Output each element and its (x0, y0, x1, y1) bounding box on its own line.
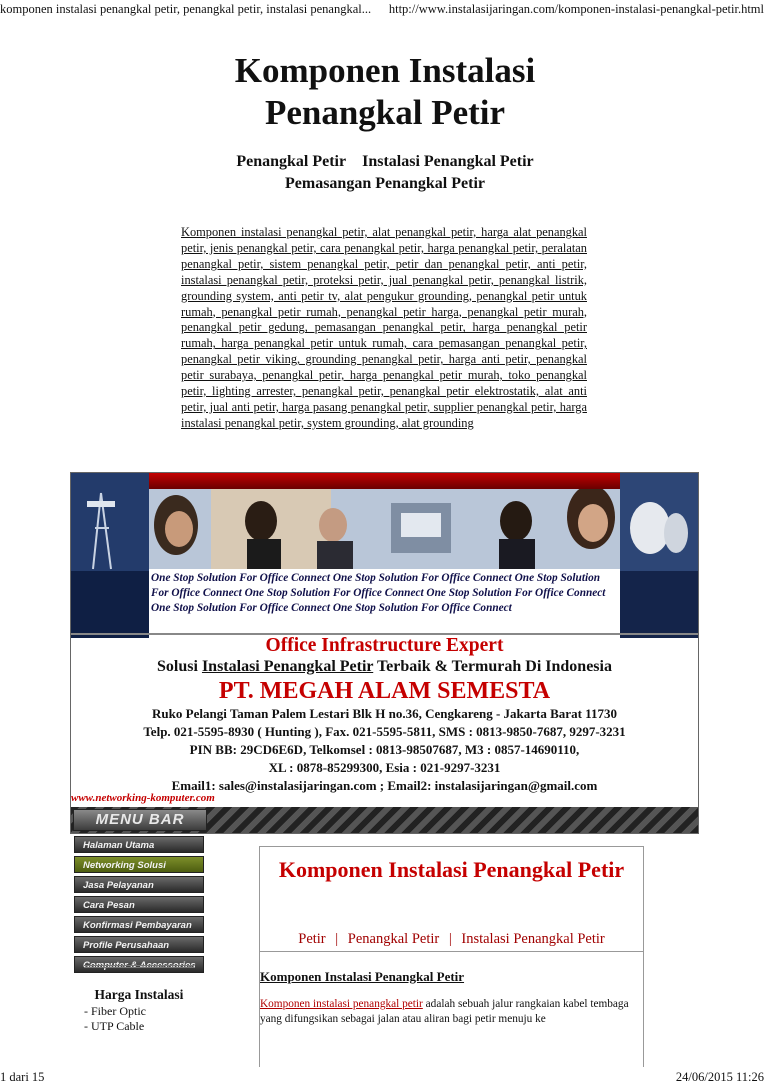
price-item-fiber-optic[interactable]: - Fiber Optic (84, 1004, 146, 1018)
satellite-dish-icon (620, 473, 698, 638)
company-tagline: Office Infrastructure Expert (265, 635, 504, 656)
menu-item-networking-solusi[interactable]: Networking Solusi (74, 856, 204, 873)
menu-item-cara-pesan[interactable]: Cara Pesan (74, 896, 204, 913)
article-body (260, 997, 643, 1027)
side-menu (74, 836, 204, 976)
article (259, 846, 644, 1067)
article-nav (260, 931, 643, 948)
print-header-title: komponen instalasi penangkal petir, penangkal petir, instalasi penangkal... (0, 2, 372, 16)
website-link[interactable]: www.networking-komputer.com (71, 792, 215, 804)
menu-item-computer-accessories[interactable]: Computer & Accessories (74, 956, 204, 973)
menu-item-jasa-pelayanan[interactable]: Jasa Pelayanan (74, 876, 204, 893)
slogan-band (149, 569, 620, 631)
page-title-line-1: Komponen Instalasi (234, 51, 536, 90)
price-list (84, 1004, 146, 1034)
print-timestamp: 24/06/2015 11:26 (675, 1070, 764, 1084)
article-subheading: Komponen Instalasi Penangkal Petir (260, 969, 465, 984)
price-heading: Harga Instalasi (94, 987, 184, 1002)
company-xl: XL : 0878-85299300, Esia : 021-9297-3231 (268, 760, 501, 775)
article-divider (260, 951, 643, 952)
company-phone: Telp. 021-5595-8930 ( Hunting ), Fax. 021-5595-5811, SMS : 0813-9850-7687, 9297-3231 (143, 724, 626, 739)
nav-link-penangkal-petir[interactable]: Penangkal Petir (347, 931, 440, 947)
price-item-utp-cable[interactable]: - UTP Cable (84, 1019, 145, 1033)
nav-link-instalasi-penangkal-petir[interactable]: Instalasi Penangkal Petir (461, 931, 605, 947)
banner-tower-panel (71, 473, 149, 638)
menu-item-konfirmasi-pembayaran[interactable]: Konfirmasi Pembayaran (74, 916, 204, 933)
company-banner (70, 472, 699, 834)
company-solution (71, 657, 698, 677)
banner-dish-panel (620, 473, 698, 638)
nav-separator: | (335, 931, 339, 947)
article-body-text: adalah sebuah jalur rangkaian kabel tembaga yang difungsikan sebagai jalan atau aliran bagi petir menuju ke (260, 998, 629, 1025)
company-info (71, 635, 698, 795)
sub-link-pemasangan-penangkal-petir[interactable]: Pemasangan Penangkal Petir (285, 175, 485, 192)
menu-bar-label: MENU BAR (73, 809, 207, 831)
sub-link-penangkal-petir[interactable]: Penangkal Petir (236, 153, 347, 170)
slogan-text: One Stop Solution For Office Connect One Stop Solution For Office Connect One Stop Solution For Office Connect One Stop Solution For Office Connect One Stop Solution For Office Connect One Stop Solution For Office Connect One Stop Solution For Office Connect (151, 572, 606, 614)
tower-icon (71, 473, 149, 638)
company-address: Ruko Pelangi Taman Palem Lestari Blk H no.36, Cengkareng - Jakarta Barat 11730 (152, 706, 617, 721)
company-name: PT. MEGAH ALAM SEMESTA (218, 678, 551, 704)
nav-link-petir[interactable]: Petir (298, 931, 326, 947)
company-email[interactable]: Email1: sales@instalasijaringan.com ; Email2: instalasijaringan@gmail.com (171, 778, 598, 793)
solution-prefix: Solusi (157, 658, 202, 675)
side-divider (84, 965, 194, 968)
page-counter: 1 dari 15 (0, 1070, 45, 1084)
nav-separator: | (448, 931, 452, 947)
sub-links (180, 151, 590, 195)
company-pin: PIN BB: 29CD6E6D, Telkomsel : 0813-98507687, M3 : 0857-14690110, (189, 742, 580, 757)
page-title (180, 50, 590, 134)
menu-item-profile-perusahaan[interactable]: Profile Perusahaan (74, 936, 204, 953)
page-title-line-2: Penangkal Petir (264, 93, 506, 132)
banner-top-bar (149, 473, 620, 489)
solution-suffix: Terbaik & Termurah Di Indonesia (373, 658, 612, 675)
solution-link[interactable]: Instalasi Penangkal Petir (201, 658, 374, 675)
menu-item-halaman-utama[interactable]: Halaman Utama (74, 836, 204, 853)
sub-link-instalasi-penangkal-petir[interactable]: Instalasi Penangkal Petir (362, 153, 534, 170)
print-header-url: http://www.instalasijaringan.com/komponen-instalasi-penangkal-petir.html (388, 2, 764, 16)
keyword-links[interactable]: Komponen instalasi penangkal petir, alat penangkal petir, harga alat penangkal petir, jenis penangkal petir, cara penangkal petir, harga penangkal petir, peralatan penangkal petir, sistem penangkal petir, petir dan penangkal petir, anti petir, instalasi penangkal petir, proteksi petir, jual penangkal petir, penangkal listrik, grounding system, anti petir tv, alat pengukur grounding, penangkal petir untuk rumah, penangkal petir rumah, penangkal petir harga, penangkal petir murah, penangkal petir gedung, pemasangan penangkal petir, harga penangkal petir rumah, harga penangkal petir untuk rumah, cara pemasangan penangkal petir, penangkal petir viking, grounding penangkal petir, harga anti petir, penangkal petir surabaya, penangkal petir, harga penangkal petir murah, toko penangkal petir, lighting arrester, penangkal petir, penangkal petir elektrostatik, alat anti petir, jual anti petir, harga pasang penangkal petir, supplier penangkal petir, harga instalasi penangkal petir, system grounding, alat grounding (181, 225, 587, 430)
article-title: Komponen Instalasi Penangkal Petir (278, 857, 625, 882)
article-body-link[interactable]: Komponen instalasi penangkal petir (260, 998, 423, 1010)
